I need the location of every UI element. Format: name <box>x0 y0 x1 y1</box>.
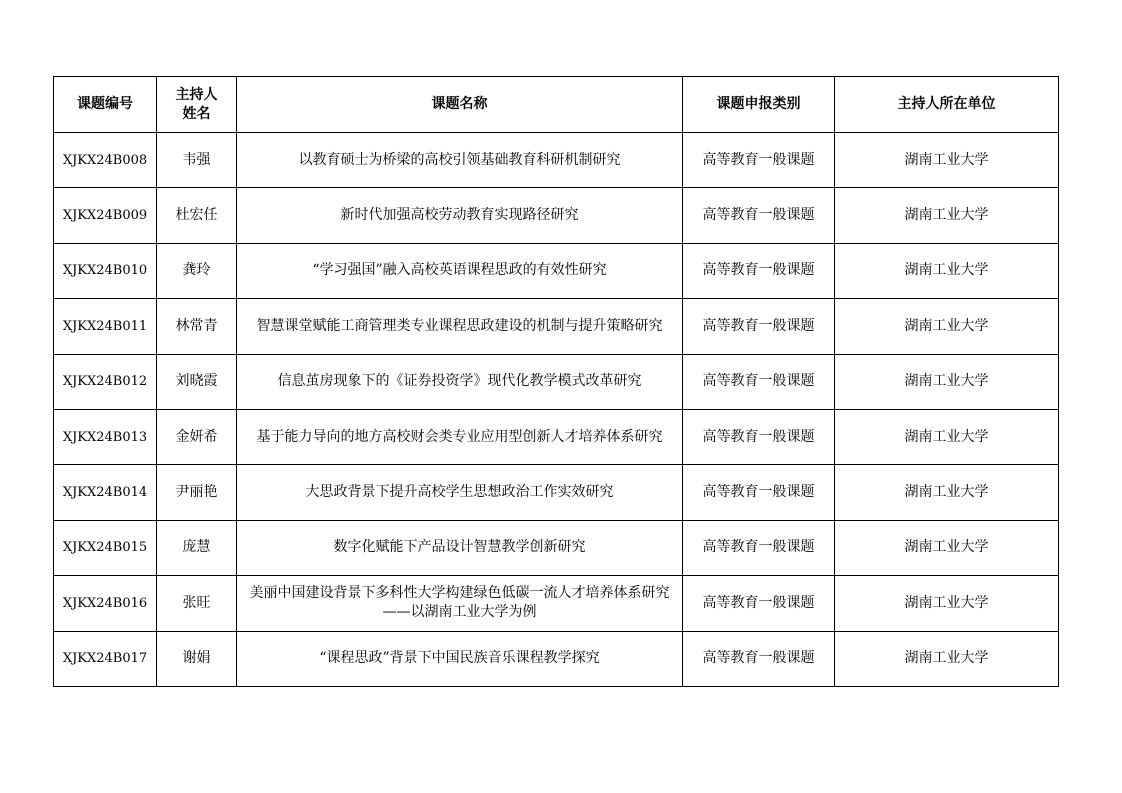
cell-unit: 湖南工业大学 <box>835 520 1059 575</box>
cell-category: 高等教育一般课题 <box>683 299 835 354</box>
header-unit: 主持人所在单位 <box>835 77 1059 133</box>
cell-category: 高等教育一般课题 <box>683 133 835 188</box>
cell-unit: 湖南工业大学 <box>835 299 1059 354</box>
header-title: 课题名称 <box>237 77 683 133</box>
cell-project-title: 数字化赋能下产品设计智慧教学创新研究 <box>237 520 683 575</box>
cell-host-name: 刘晓霞 <box>157 354 237 409</box>
cell-category: 高等教育一般课题 <box>683 576 835 631</box>
cell-host-name: 龚玲 <box>157 243 237 298</box>
cell-unit: 湖南工业大学 <box>835 243 1059 298</box>
cell-code: XJKX24B014 <box>54 465 157 520</box>
cell-code: XJKX24B017 <box>54 631 157 686</box>
header-row <box>54 77 1059 133</box>
cell-host-name: 林常青 <box>157 299 237 354</box>
cell-host-name: 谢娟 <box>157 631 237 686</box>
table-row <box>54 409 1059 464</box>
header-host-line1: 主持人 <box>175 86 218 103</box>
table-row <box>54 243 1059 298</box>
cell-code: XJKX24B008 <box>54 133 157 188</box>
cell-project-title: 信息茧房现象下的《证券投资学》现代化教学模式改革研究 <box>237 354 683 409</box>
cell-project-title: 美丽中国建设背景下多科性大学构建绿色低碳一流人才培养体系研究——以湖南工业大学为例 <box>237 576 683 631</box>
cell-unit: 湖南工业大学 <box>835 631 1059 686</box>
table-row <box>54 354 1059 409</box>
cell-host-name: 韦强 <box>157 133 237 188</box>
cell-code: XJKX24B013 <box>54 409 157 464</box>
cell-code: XJKX24B015 <box>54 520 157 575</box>
cell-project-title: 大思政背景下提升高校学生思想政治工作实效研究 <box>237 465 683 520</box>
table-row <box>54 576 1059 631</box>
cell-unit: 湖南工业大学 <box>835 354 1059 409</box>
cell-project-title: 新时代加强高校劳动教育实现路径研究 <box>237 188 683 243</box>
cell-unit: 湖南工业大学 <box>835 576 1059 631</box>
cell-category: 高等教育一般课题 <box>683 409 835 464</box>
cell-category: 高等教育一般课题 <box>683 520 835 575</box>
cell-unit: 湖南工业大学 <box>835 409 1059 464</box>
cell-host-name: 张旺 <box>157 576 237 631</box>
cell-host-name: 金妍希 <box>157 409 237 464</box>
cell-category: 高等教育一般课题 <box>683 243 835 298</box>
cell-code: XJKX24B011 <box>54 299 157 354</box>
cell-unit: 湖南工业大学 <box>835 133 1059 188</box>
header-code: 课题编号 <box>54 77 157 133</box>
cell-host-name: 尹丽艳 <box>157 465 237 520</box>
table-row <box>54 631 1059 686</box>
table-row <box>54 299 1059 354</box>
cell-host-name: 庞慧 <box>157 520 237 575</box>
header-host-line2: 姓名 <box>182 105 211 122</box>
cell-code: XJKX24B010 <box>54 243 157 298</box>
table-row <box>54 133 1059 188</box>
cell-category: 高等教育一般课题 <box>683 354 835 409</box>
table-row <box>54 520 1059 575</box>
cell-category: 高等教育一般课题 <box>683 631 835 686</box>
project-table <box>53 76 1059 687</box>
table-row <box>54 465 1059 520</box>
cell-host-name: 杜宏任 <box>157 188 237 243</box>
header-category: 课题申报类别 <box>683 77 835 133</box>
cell-code: XJKX24B009 <box>54 188 157 243</box>
cell-project-title: 以教育硕士为桥梁的高校引领基础教育科研机制研究 <box>237 133 683 188</box>
table-row <box>54 188 1059 243</box>
cell-unit: 湖南工业大学 <box>835 188 1059 243</box>
cell-code: XJKX24B016 <box>54 576 157 631</box>
cell-project-title: 智慧课堂赋能工商管理类专业课程思政建设的机制与提升策略研究 <box>237 299 683 354</box>
cell-category: 高等教育一般课题 <box>683 188 835 243</box>
cell-project-title: 基于能力导向的地方高校财会类专业应用型创新人才培养体系研究 <box>237 409 683 464</box>
cell-code: XJKX24B012 <box>54 354 157 409</box>
cell-category: 高等教育一般课题 <box>683 465 835 520</box>
cell-unit: 湖南工业大学 <box>835 465 1059 520</box>
cell-project-title: “学习强国”融入高校英语课程思政的有效性研究 <box>237 243 683 298</box>
header-host <box>157 77 237 133</box>
cell-project-title: “课程思政”背景下中国民族音乐课程教学探究 <box>237 631 683 686</box>
